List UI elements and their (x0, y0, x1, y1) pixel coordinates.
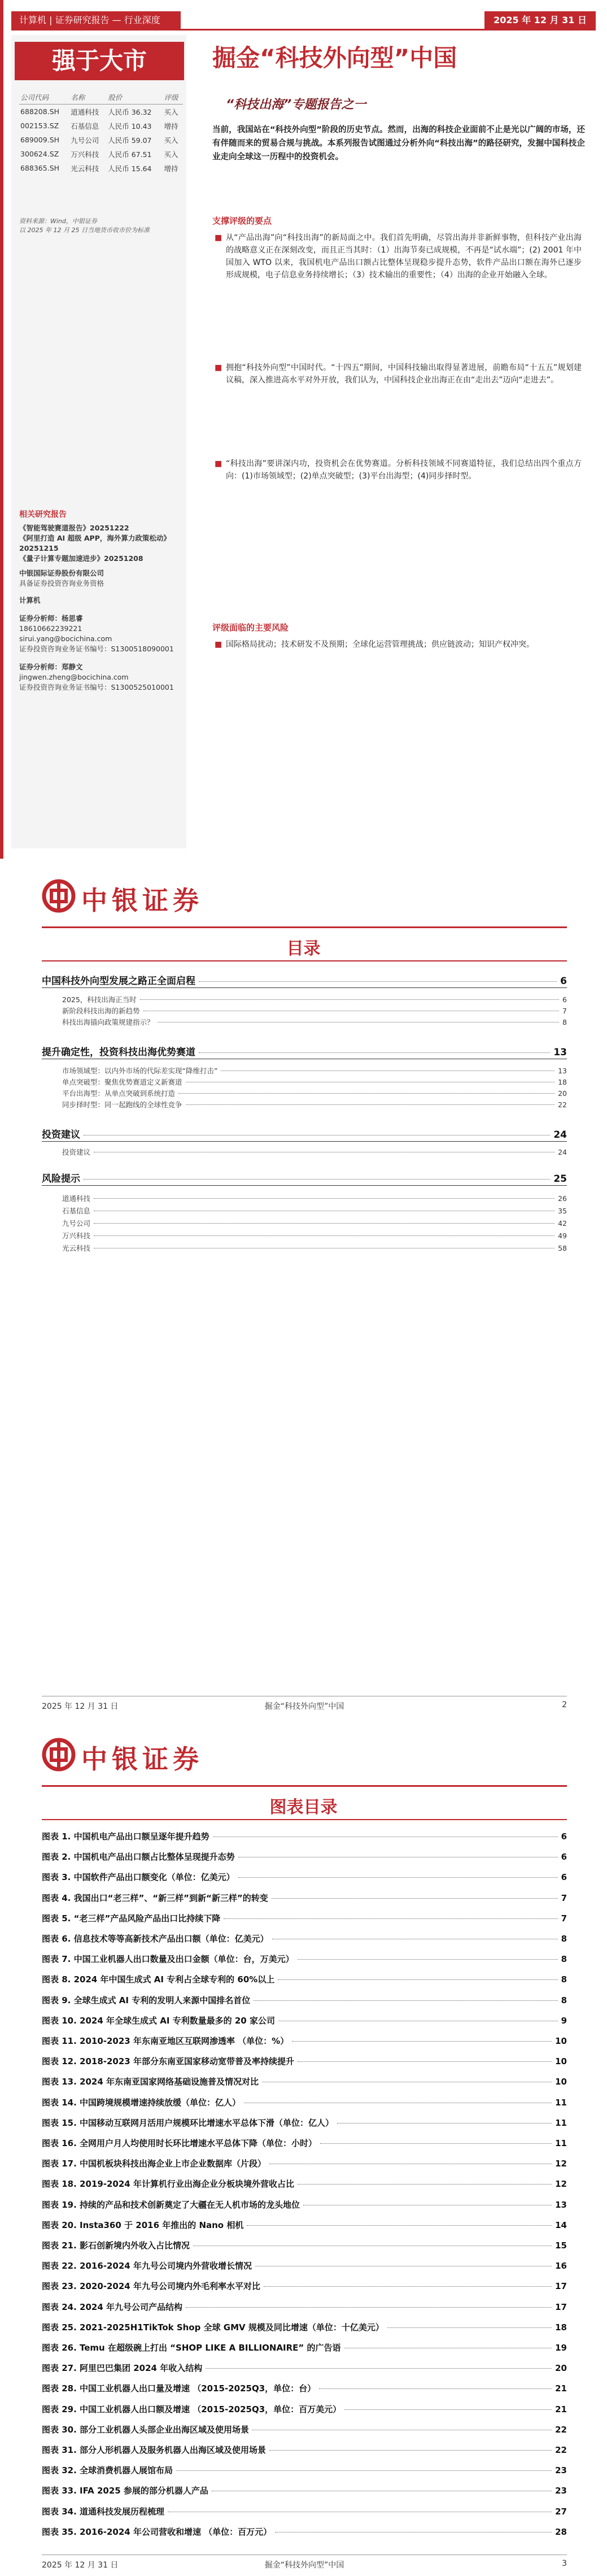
brand-logo (42, 1738, 279, 1777)
figure-page: 10 (555, 2036, 567, 2046)
figure-leader (224, 1918, 557, 1919)
bullet-icon: ■ (215, 233, 222, 242)
rating-badge: 强于大市 (15, 42, 184, 80)
figure-label: 图表 24. 2024 年九号公司产品结构 (42, 2301, 182, 2312)
figure-entry[interactable] (42, 2484, 567, 2496)
figure-page: 10 (555, 2056, 567, 2067)
figure-entry[interactable] (42, 2199, 567, 2211)
toc-page: 24 (558, 1148, 567, 1156)
toc-label: 投资建议 (62, 1148, 91, 1156)
stock-table (19, 90, 183, 175)
figure-label: 图表 11. 2010-2023 年东南亚地区互联网渗透率 （单位：%） (42, 2036, 289, 2046)
related-report-item[interactable]: 《智能驾驶赛道报告》20251222 (19, 524, 129, 532)
figure-page: 21 (555, 2383, 567, 2394)
brand-logo (42, 879, 279, 919)
report-intro: 当前，我国站在“科技外向型”阶段的历史节点。然而，出海的科技企业面前不止是光以广阔的市场，还有伴随而来的贸易合规与挑战。本系列报告试图通过分析外向“科技出海”的路径研究，发掘中国科技企业走向全球这一历程中的投资机会。 (212, 125, 585, 162)
figure-label: 图表 33. IFA 2025 参展的部分机器人产品 (42, 2486, 208, 2496)
figure-entry[interactable] (42, 2137, 567, 2149)
toc-page: 7 (562, 1007, 567, 1015)
figure-label: 图表 6. 信息技术等等高新技术产品出口额（单位：亿美元） (42, 1934, 269, 1944)
toc-subsection[interactable] (42, 1017, 567, 1027)
toc-leader (199, 981, 557, 982)
figure-entry[interactable] (42, 2321, 567, 2333)
figure-label: 图表 3. 中国软件产品出口额变化（单位：亿美元） (42, 1872, 235, 1883)
stock-rating: 增持 (164, 121, 178, 130)
toc-label: 市场领域型：以内外市场的代际差实现“降维打击” (62, 1067, 218, 1075)
col-header-name: 名称 (69, 90, 107, 105)
header-divider (42, 926, 567, 928)
stock-code: 689009.SH (20, 136, 60, 144)
toc-page (0, 859, 607, 1717)
brand-name: 中银证券 (81, 1744, 203, 1774)
analyst2-cert: 证券投资咨询业务证书编号：S1300525010001 (19, 683, 174, 691)
toc-label: 新阶段科技出海的新趋势 (62, 1007, 140, 1015)
figure-page: 10 (555, 2077, 567, 2087)
figure-leader (264, 2286, 552, 2287)
figure-leader (278, 1979, 557, 1980)
bullet-icon: ■ (215, 459, 222, 468)
stock-code: 002153.SZ (20, 121, 59, 130)
toc-subsection[interactable] (42, 1243, 567, 1253)
figure-entry[interactable] (42, 1994, 567, 2006)
stock-rating: 增持 (164, 164, 178, 173)
figure-label: 图表 25. 2021-2025H1TikTok Shop 全球 GMV 规模及同比增速（单位：十亿美元） (42, 2322, 384, 2333)
figure-entry[interactable] (42, 2219, 567, 2231)
figures-divider (42, 1819, 567, 1820)
toc-page: 20 (558, 1089, 567, 1098)
figure-entry[interactable] (42, 2117, 567, 2129)
figure-leader (292, 2041, 552, 2042)
footer-title: 掘金“科技外向型”中国 (264, 1702, 344, 1711)
bank-of-china-icon (42, 879, 76, 913)
stock-code: 688365.SH (20, 164, 60, 172)
toc-page: 35 (558, 1207, 567, 1215)
stock-note (19, 217, 183, 235)
toc-section[interactable] (42, 1126, 567, 1141)
toc-page: 58 (558, 1244, 567, 1252)
risk-text: 国际格局扰动；技术研发不及预期；全球化运营管理挑战；供应链波动；知识产权冲突。 (226, 640, 534, 649)
figure-label: 图表 17. 中国机板块科技出海企业上市企业数据库（片段） (42, 2159, 267, 2169)
toc-label: 风险提示 (42, 1173, 80, 1185)
figure-page: 13 (555, 2199, 567, 2210)
figure-leader (176, 2470, 552, 2471)
stock-table-header (19, 90, 183, 105)
figure-entry[interactable] (42, 1953, 567, 1965)
figure-entry[interactable] (42, 2526, 567, 2538)
figure-entry[interactable] (42, 2403, 567, 2415)
bullet-text: 从“产品出海”向“科技出海”的新局面之中。我们首先明确，尽管出海并非新鲜事物，但科技产业出海的战略意义正在深刻改变，而且正当其时：（1）出海节奏已成规模，不再是“试水端”；(2) 2001 年中国加入 WTO 以来，我国机电产品出口额占比整体呈现稳步提升态势，软件产品出口额在海外已逐步形成规模，电子信息业务持续增长；（3）技术输出的重要性；（4）出海的企业开始融入全球。 (226, 233, 582, 280)
figure-label: 图表 14. 中国跨境规模增速持续放缓（单位：亿人） (42, 2097, 241, 2108)
stock-rating: 买入 (164, 107, 178, 116)
stock-rating: 买入 (164, 136, 178, 145)
figure-label: 图表 22. 2016-2024 年九号公司境内外营收增长情况 (42, 2261, 252, 2272)
figure-leader (298, 2184, 552, 2185)
figure-entry[interactable] (42, 2382, 567, 2394)
figure-entry[interactable] (42, 2280, 567, 2292)
figure-label: 图表 16. 全网用户月人均使用时长环比增速水平总体下降（单位：小时） (42, 2138, 317, 2148)
footer-date: 2025 年 12 月 31 日 (42, 1702, 119, 1711)
figure-page: 17 (555, 2301, 567, 2312)
analyst-cert: 证券投资咨询业务证书编号：S1300518090001 (19, 645, 174, 653)
figure-label: 图表 32. 全球消费机器人展馆布局 (42, 2465, 173, 2476)
org-qualification: 具备证券投资咨询业务资格 (19, 579, 104, 588)
figure-label: 图表 19. 持续的产品和技术创新奠定了大疆在无人机市场的龙头地位 (42, 2199, 300, 2210)
report-category: 计算机 | 证券研究报告 — 行业深度 (11, 11, 181, 29)
section-rating-points: 支撑评级的要点 (212, 216, 272, 226)
toc-label: 投资建议 (42, 1129, 80, 1141)
figure-label: 图表 2. 中国机电产品出口额占比整体呈现提升态势 (42, 1852, 235, 1863)
analyst-name: 证券分析师：杨思睿 (19, 614, 83, 623)
figure-page: 6 (561, 1852, 567, 1863)
figure-entry[interactable] (42, 1933, 567, 1944)
stock-name: 石基信息 (71, 121, 99, 130)
figure-label: 图表 20. Insta360 于 2016 年推出的 Nano 相机 (42, 2220, 244, 2230)
toc-subsection[interactable] (42, 1230, 567, 1241)
figure-page: 11 (555, 2138, 567, 2148)
stock-price: 人民币 15.64 (108, 164, 152, 173)
figure-page: 9 (561, 2015, 567, 2026)
toc-title: 目录 (286, 939, 321, 959)
toc-page: 18 (558, 1078, 567, 1086)
page-number: 2 (562, 1700, 567, 1709)
figures-title: 图表目录 (269, 1798, 338, 1817)
stock-name: 光云科技 (71, 164, 99, 173)
figure-page: 19 (555, 2343, 567, 2353)
related-report-item[interactable]: 《量子计算专题加速进步》20251208 (19, 554, 143, 563)
toc-page: 42 (558, 1219, 567, 1228)
bullet-point (215, 362, 582, 386)
figure-entry[interactable] (42, 2260, 567, 2272)
figure-entry[interactable] (42, 2301, 567, 2313)
figure-leader (344, 2409, 552, 2410)
toc-subsection[interactable] (42, 1006, 567, 1016)
report-date: 2025 年 12 月 31 日 (484, 11, 596, 29)
figure-label: 图表 27. 阿里巴巴集团 2024 年收入结构 (42, 2363, 203, 2374)
figure-label: 图表 31. 部分人形机器人及服务机器人出海区域及使用场景 (42, 2445, 267, 2455)
org-name: 中银国际证券股份有限公司 (19, 569, 104, 577)
toc-leader (94, 1235, 554, 1236)
toc-subsection[interactable] (42, 1077, 567, 1087)
figure-entry[interactable] (42, 2239, 567, 2251)
figure-leader (320, 2143, 552, 2144)
figure-leader (319, 2388, 552, 2389)
toc-page: 6 (562, 995, 567, 1004)
figure-entry[interactable] (42, 2178, 567, 2190)
figure-entry[interactable] (42, 1830, 567, 1842)
figure-entry[interactable] (42, 1851, 567, 1863)
toc-label: 提升确定性，投资科技出海优势赛道 (42, 1047, 195, 1058)
toc-page: 22 (558, 1100, 567, 1109)
related-reports (19, 508, 183, 693)
toc-label: 石基信息 (62, 1207, 91, 1215)
figure-page: 27 (555, 2506, 567, 2517)
figure-leader (298, 2061, 552, 2062)
toc-leader (199, 1052, 550, 1053)
table-row (19, 147, 183, 161)
stock-price: 人民币 10.43 (108, 121, 152, 130)
figure-label: 图表 30. 部分工业机器人头部企业出海区域及使用场景 (42, 2424, 250, 2435)
toc-label: 道通科技 (62, 1194, 91, 1203)
figure-page: 28 (555, 2526, 567, 2537)
toc-label: 科技出海锚向政策规建指示？ (62, 1018, 154, 1026)
figure-label: 图表 7. 中国工业机器人出口数量及出口金额（单位：台，万美元） (42, 1954, 294, 1965)
figure-page: 8 (561, 1974, 567, 1985)
figure-leader (337, 2123, 552, 2124)
figure-label: 图表 1. 中国机电产品出口额呈逐年提升趋势 (42, 1831, 209, 1842)
figure-page: 7 (561, 1913, 567, 1924)
figure-entry[interactable] (42, 1892, 567, 1904)
figure-label: 图表 26. Temu 在超级碗上打出 “SHOP LIKE A BILLIONAIRE” 的广告语 (42, 2343, 341, 2353)
col-header-price: 股价 (107, 90, 163, 105)
stock-source: 资料来源：Wind，中银证券 (19, 217, 97, 225)
footer-date: 2025 年 12 月 31 日 (42, 2561, 119, 2570)
figure-entry[interactable] (42, 2505, 567, 2517)
bullet-icon: ■ (215, 640, 222, 649)
figure-label: 图表 4. 我国出口“老三样”、“新三样”到新“新三样”的转变 (42, 1892, 268, 1903)
figure-leader (206, 2368, 552, 2369)
toc-page: 49 (558, 1232, 567, 1240)
left-accent-bar (0, 0, 3, 859)
figure-page: 11 (555, 2097, 567, 2108)
table-row (19, 105, 183, 119)
figure-leader (387, 2327, 552, 2328)
figure-page: 12 (555, 2159, 567, 2169)
toc-subsection[interactable] (42, 1193, 567, 1203)
toc-section[interactable] (42, 973, 567, 987)
stock-name: 道通科技 (71, 107, 99, 116)
toc-page: 8 (562, 1018, 567, 1026)
figure-label: 图表 13. 2024 年东南亚国家网络基础设施普及情况对比 (42, 2077, 259, 2087)
figure-label: 图表 15. 中国移动互联网月活用户规模环比增速水平总体下滑（单位：亿人） (42, 2117, 334, 2128)
toc-subsection[interactable] (42, 994, 567, 1004)
toc-leader (178, 1093, 554, 1094)
toc-leader (94, 1198, 554, 1199)
toc-subsection[interactable] (42, 1088, 567, 1098)
analyst2-name: 证券分析师：郑静文 (19, 663, 83, 671)
analyst-email[interactable]: sirui.yang@bocichina.com (19, 634, 112, 643)
figure-page: 22 (555, 2424, 567, 2435)
figure-entry[interactable] (42, 2096, 567, 2108)
col-header-rating: 评级 (163, 90, 183, 105)
table-row (19, 161, 183, 175)
toc-subsection[interactable] (42, 1065, 567, 1076)
toc-page: 13 (558, 1067, 567, 1075)
bullet-text: “科技出海”要讲深内功，投资机会在优势赛道。分析科技领域不同赛道特征，我们总结出四个重点方向：(1)市场领域型；(2)单点突破型；(3)平台出海型；(4)同步择时型。 (226, 459, 582, 481)
figure-entry[interactable] (42, 2075, 567, 2087)
toc-label: 万兴科技 (62, 1232, 91, 1240)
figure-page: 8 (561, 1995, 567, 2005)
section-underline (42, 987, 567, 988)
toc-label: 光云科技 (62, 1244, 91, 1252)
figure-label: 图表 28. 中国工业机器人出口量及增速 （2015-2025Q3，单位：台） (42, 2383, 316, 2394)
figure-entry[interactable] (42, 2014, 567, 2026)
table-row (19, 119, 183, 133)
figure-page: 21 (555, 2404, 567, 2414)
stock-price: 人民币 59.07 (108, 136, 152, 145)
figure-label: 图表 5. “老三样”产品风险产品出口比持续下降 (42, 1913, 221, 1924)
figure-leader (298, 1959, 558, 1960)
stock-name: 万兴科技 (71, 150, 99, 159)
table-row (19, 133, 183, 147)
bullet-text: 拥抱“科技外向型”中国时代。“十四五”期间，中国科技输出取得显著进展，前瞻布局“十五五”规划建议稿，深入推进高水平对外开放，我们认为，中国科技企业出海正在由“走出去”迈向“走进去”。 (226, 363, 582, 385)
toc-label: 单点突破型：聚焦优势赛道定义新赛道 (62, 1078, 182, 1086)
toc-leader (94, 1223, 554, 1224)
figure-page: 12 (555, 2179, 567, 2190)
figure-entry[interactable] (42, 2342, 567, 2353)
related-reports-title: 相关研究报告 (19, 510, 67, 519)
toc-label: 九号公司 (62, 1219, 91, 1228)
toc-leader (84, 1179, 550, 1180)
figure-leader (247, 2225, 552, 2226)
toc-subsection[interactable] (42, 1206, 567, 1216)
figure-page: 6 (561, 1831, 567, 1842)
bank-of-china-icon (42, 1738, 76, 1772)
toc-page: 24 (553, 1129, 567, 1141)
figure-label: 图表 8. 2024 年中国生成式 AI 专利占全球专利的 60%以上 (42, 1974, 275, 1985)
toc-leader (186, 1104, 555, 1105)
report-cover-page (0, 0, 607, 859)
toc-label: 平台出海型：从单点突破到系统打造 (62, 1089, 176, 1098)
figure-page: 18 (555, 2322, 567, 2333)
figure-leader (269, 2450, 552, 2451)
brand-name: 中银证券 (81, 885, 203, 916)
figure-page: 20 (555, 2363, 567, 2374)
figure-entry[interactable] (42, 2157, 567, 2169)
figure-entry[interactable] (42, 2444, 567, 2456)
section-underline (42, 1185, 567, 1186)
figure-entry[interactable] (42, 1871, 567, 1883)
stock-code: 688208.SH (20, 107, 60, 116)
figure-leader (238, 1877, 558, 1878)
figure-page: 22 (555, 2445, 567, 2455)
industry-label: 计算机 (19, 596, 41, 604)
figure-entry[interactable] (42, 2055, 567, 2067)
toc-leader (140, 999, 559, 1000)
figures-index-page (0, 1717, 607, 2576)
toc-section[interactable] (42, 1170, 567, 1185)
figure-page: 16 (555, 2261, 567, 2272)
header-divider (42, 1785, 567, 1787)
figure-page: 8 (561, 1954, 567, 1965)
toc-section[interactable] (42, 1044, 567, 1058)
toc-page: 25 (553, 1173, 567, 1185)
report-subtitle: “科技出海”专题报告之一 (226, 98, 366, 112)
toc-divider (42, 960, 567, 961)
figure-label: 图表 10. 2024 年全球生成式 AI 专利数量最多的 20 家公司 (42, 2015, 275, 2026)
stock-name: 九号公司 (71, 136, 99, 145)
figure-page: 11 (555, 2117, 567, 2128)
toc-page: 13 (553, 1047, 567, 1058)
figure-label: 图表 35. 2016-2024 年公司营收和增速 （单位：百万元） (42, 2526, 272, 2537)
figure-page: 6 (561, 1872, 567, 1883)
figure-page: 8 (561, 1934, 567, 1944)
toc-subsection[interactable] (42, 1218, 567, 1228)
figure-label: 图表 18. 2019-2024 年计算机行业出海企业分板块境外营收占比 (42, 2179, 294, 2190)
related-report-item[interactable]: 《阿里打造 AI 超级 APP，海外算力政策松动》20251215 (19, 534, 171, 552)
figure-page: 23 (555, 2465, 567, 2476)
figure-label: 图表 12. 2018-2023 年部分东南亚国家移动宽带普及率持续提升 (42, 2056, 294, 2067)
stock-price: 人民币 67.51 (108, 150, 152, 159)
analyst2-email[interactable]: jingwen.zheng@bocichina.com (19, 673, 129, 681)
section-risks: 评级面临的主要风险 (212, 623, 289, 633)
figure-leader (186, 2307, 552, 2308)
figure-leader (275, 2532, 552, 2533)
header-bar (11, 11, 596, 31)
figure-entry[interactable] (42, 2035, 567, 2047)
bullet-point (215, 232, 582, 281)
toc-page: 6 (560, 976, 567, 987)
figure-entry[interactable] (42, 1973, 567, 1985)
toc-subsection[interactable] (42, 1147, 567, 1157)
analyst-phone: 18610662239221 (19, 624, 82, 633)
page-number: 3 (562, 2559, 567, 2568)
figure-label: 图表 21. 影石创新境内外收入占比情况 (42, 2240, 190, 2251)
figure-page: 15 (555, 2240, 567, 2251)
toc-subsection[interactable] (42, 1099, 567, 1109)
toc-page: 26 (558, 1194, 567, 1203)
stock-rating: 买入 (164, 150, 178, 159)
stock-code: 300624.SZ (20, 150, 59, 158)
bullet-icon: ■ (215, 363, 222, 372)
section-underline (42, 1141, 567, 1142)
report-title: 掘金“科技外向型”中国 (212, 44, 457, 72)
figure-label: 图表 34. 道通科技发展历程梳理 (42, 2506, 165, 2517)
figure-leader (254, 2000, 557, 2001)
stock-price-basis: 以 2025 年 12 月 25 日当地货币收市价为标准 (19, 227, 150, 234)
stock-price: 人民币 36.32 (108, 107, 152, 116)
figure-entry[interactable] (42, 1912, 567, 1924)
figure-label: 图表 29. 中国工业机器人出口额及增速 （2015-2025Q3，单位：百万美元） (42, 2404, 342, 2414)
figure-page: 23 (555, 2486, 567, 2496)
figure-entry[interactable] (42, 2423, 567, 2435)
figure-label: 图表 9. 全球生成式 AI 专利的发明人来源中国排名首位 (42, 1995, 251, 2005)
figure-page: 7 (561, 1892, 567, 1903)
toc-label: 中国科技外向型发展之路正全面启程 (42, 976, 195, 987)
footer-title: 掘金“科技外向型”中国 (264, 2561, 344, 2570)
risk-point (215, 638, 582, 651)
figure-leader (272, 1898, 558, 1899)
toc-label: 同步择时型：同一起跑线的全球性竞争 (62, 1100, 182, 1109)
figure-page: 17 (555, 2281, 567, 2292)
col-header-code: 公司代码 (19, 90, 69, 105)
figure-entry[interactable] (42, 2464, 567, 2476)
bullet-point (215, 458, 582, 482)
figure-label: 图表 23. 2020-2024 年九号公司境内外毛利率水平对比 (42, 2281, 260, 2292)
figure-page: 14 (555, 2220, 567, 2230)
figure-entry[interactable] (42, 2362, 567, 2374)
toc-label: 2025，科技出海正当时 (62, 995, 137, 1004)
